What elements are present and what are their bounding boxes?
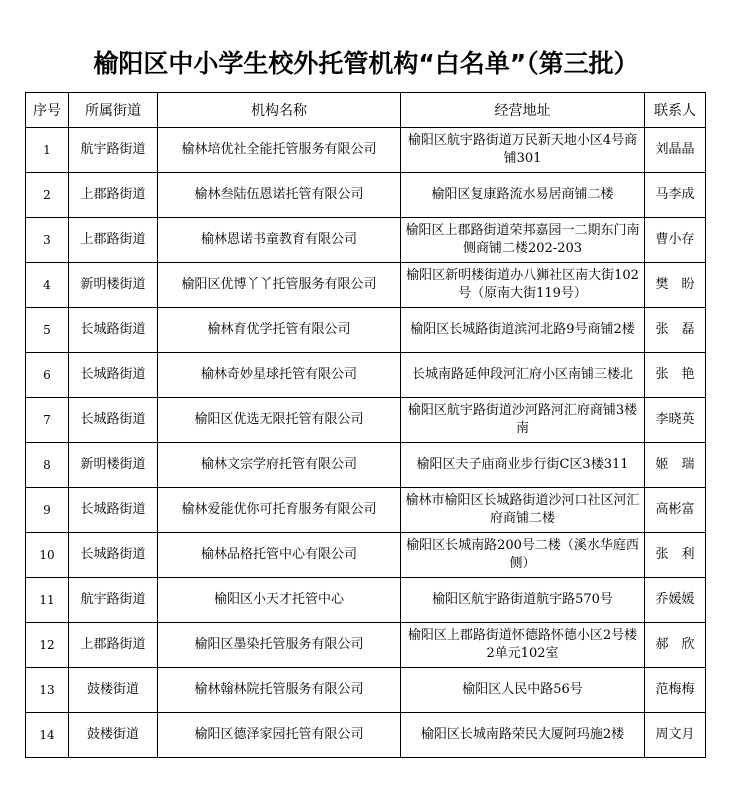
cell-address: 榆阳区长城南路荣民大厦阿玛施2楼 [401,713,645,758]
header-index: 序号 [26,93,69,128]
table-row [26,398,706,443]
header-address: 经营地址 [401,93,645,128]
cell-org-name: 榆林培优社全能托管服务有限公司 [158,128,401,173]
cell-index: 1 [26,128,69,173]
cell-org-name: 榆阳区墨染托管服务有限公司 [158,623,401,668]
cell-address: 榆阳区上郡路街道怀德路怀德小区2号楼2单元102室 [401,623,645,668]
table-row [26,668,706,713]
table-row [26,173,706,218]
cell-address: 榆阳区航宇路街道沙河路河汇府商铺3楼南 [401,398,645,443]
cell-address: 榆阳区长城路街道滨河北路9号商铺2楼 [401,308,645,353]
cell-org-name: 榆阳区德泽家园托管有限公司 [158,713,401,758]
cell-contact: 郝 欣 [645,623,706,668]
table-row [26,623,706,668]
header-org-name: 机构名称 [158,93,401,128]
cell-street: 鼓楼街道 [69,713,158,758]
cell-index: 10 [26,533,69,578]
cell-index: 3 [26,218,69,263]
cell-org-name: 榆林育优学托管有限公司 [158,308,401,353]
cell-org-name: 榆阳区优选无限托管有限公司 [158,398,401,443]
cell-street: 新明楼街道 [69,443,158,488]
cell-address: 榆阳区人民中路56号 [401,668,645,713]
cell-index: 2 [26,173,69,218]
cell-contact: 刘晶晶 [645,128,706,173]
cell-contact: 曹小存 [645,218,706,263]
cell-contact: 李晓英 [645,398,706,443]
cell-index: 14 [26,713,69,758]
document-title: 榆阳区中小学生校外托管机构“白名单”（第三批） [93,49,639,78]
whitelist-table [25,92,706,758]
cell-org-name: 榆林恩诺书童教育有限公司 [158,218,401,263]
cell-contact: 马李成 [645,173,706,218]
cell-org-name: 榆林奇妙星球托管有限公司 [158,353,401,398]
cell-contact: 周文月 [645,713,706,758]
cell-contact: 樊 盼 [645,263,706,308]
table-row [26,353,706,398]
cell-street: 航宇路街道 [69,128,158,173]
cell-index: 12 [26,623,69,668]
cell-address: 榆林市榆阳区长城路街道沙河口社区河汇府商铺二楼 [401,488,645,533]
cell-org-name: 榆阳区小天才托管中心 [158,578,401,623]
table-row [26,263,706,308]
cell-address: 榆阳区夫子庙商业步行街C区3楼311 [401,443,645,488]
header-street: 所属街道 [69,93,158,128]
cell-address: 长城南路延伸段河汇府小区南铺三楼北 [401,353,645,398]
cell-street: 长城路街道 [69,533,158,578]
cell-index: 6 [26,353,69,398]
cell-contact: 乔媛媛 [645,578,706,623]
cell-contact: 姬 瑞 [645,443,706,488]
table-row [26,218,706,263]
cell-address: 榆阳区新明楼街道办八狮社区南大街102号（原南大街119号） [401,263,645,308]
cell-org-name: 榆林爱能优你可托育服务有限公司 [158,488,401,533]
cell-contact: 张 艳 [645,353,706,398]
table-row [26,533,706,578]
cell-org-name: 榆阳区优博丫丫托管服务有限公司 [158,263,401,308]
table-row [26,488,706,533]
cell-org-name: 榆林翰林院托管服务有限公司 [158,668,401,713]
cell-index: 4 [26,263,69,308]
cell-street: 航宇路街道 [69,578,158,623]
cell-address: 榆阳区长城南路200号二楼（溪水华庭西侧） [401,533,645,578]
cell-street: 长城路街道 [69,488,158,533]
cell-index: 8 [26,443,69,488]
cell-address: 榆阳区航宇路街道万民新天地小区4号商铺301 [401,128,645,173]
cell-address: 榆阳区上郡路街道荣邦嘉园一二期东门南侧商铺二楼202-203 [401,218,645,263]
cell-contact: 张 磊 [645,308,706,353]
cell-org-name: 榆林叁陆伍恩诺托管有限公司 [158,173,401,218]
cell-index: 11 [26,578,69,623]
cell-org-name: 榆林文宗学府托管有限公司 [158,443,401,488]
cell-address: 榆阳区航宇路街道航宇路570号 [401,578,645,623]
table-row [26,713,706,758]
cell-street: 长城路街道 [69,353,158,398]
cell-org-name: 榆林品格托管中心有限公司 [158,533,401,578]
cell-address: 榆阳区复康路流水易居商铺二楼 [401,173,645,218]
table-row [26,308,706,353]
cell-index: 5 [26,308,69,353]
cell-index: 7 [26,398,69,443]
cell-index: 9 [26,488,69,533]
cell-contact: 范梅梅 [645,668,706,713]
table-row [26,128,706,173]
cell-street: 上郡路街道 [69,173,158,218]
cell-street: 上郡路街道 [69,218,158,263]
cell-street: 鼓楼街道 [69,668,158,713]
table-row [26,443,706,488]
header-contact: 联系人 [645,93,706,128]
header-row [26,93,706,128]
table-row [26,578,706,623]
cell-street: 长城路街道 [69,308,158,353]
cell-index: 13 [26,668,69,713]
cell-contact: 高彬富 [645,488,706,533]
cell-street: 长城路街道 [69,398,158,443]
cell-contact: 张 利 [645,533,706,578]
cell-street: 新明楼街道 [69,263,158,308]
cell-street: 上郡路街道 [69,623,158,668]
